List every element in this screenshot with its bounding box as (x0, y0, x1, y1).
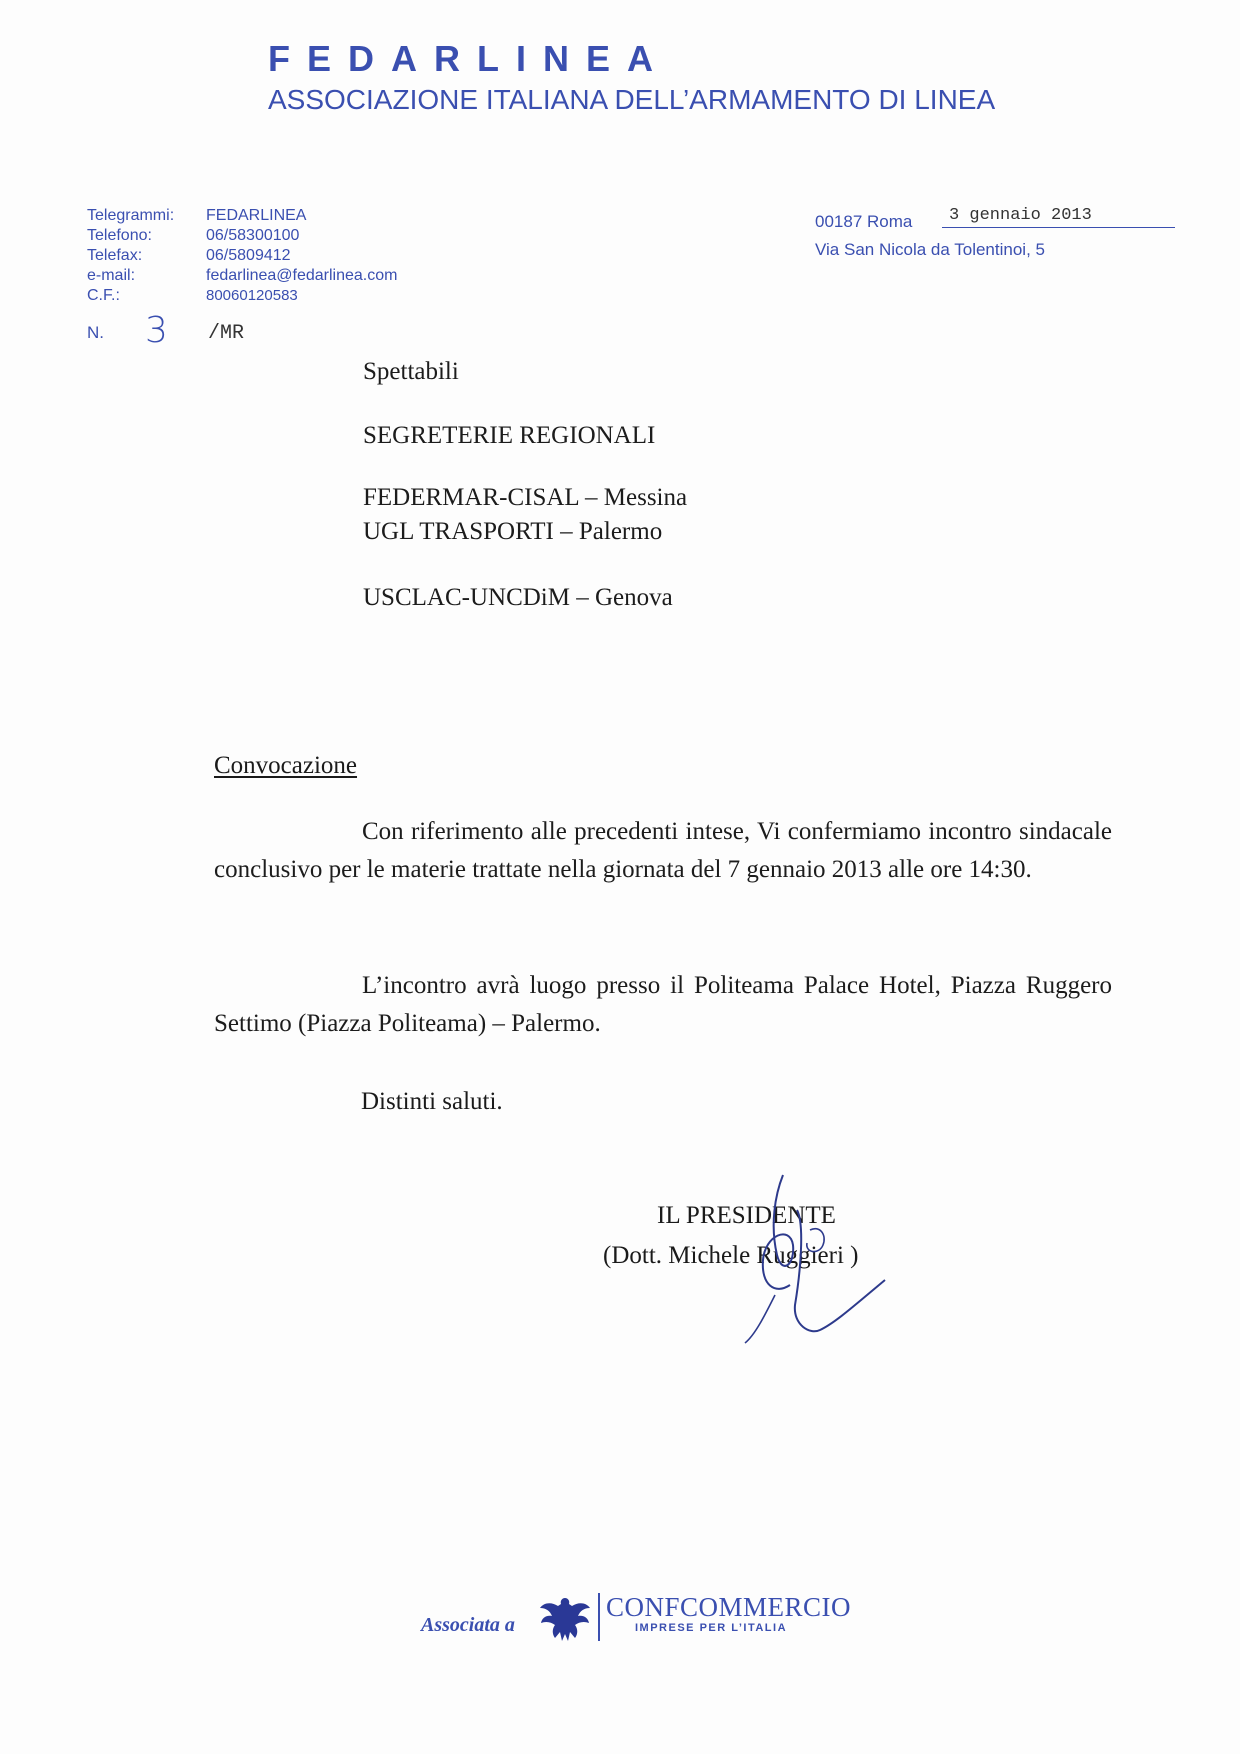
confcommercio-brand: CONFCOMMERCIO (606, 1592, 852, 1622)
contact-row-phone (87, 226, 397, 246)
date: 3 gennaio 2013 (949, 206, 1092, 225)
contact-row-email (87, 266, 397, 286)
recipient-group: SEGRETERIE REGIONALI (363, 422, 656, 449)
contact-value: FEDARLINEA (206, 207, 307, 224)
contact-label: e-mail: (87, 267, 136, 284)
signatory-name: (Dott. Michele Ruggieri ) (603, 1242, 859, 1269)
contact-value: 80060120583 (206, 287, 298, 304)
contact-value: fedarlinea@fedarlinea.com (206, 267, 398, 284)
contact-value: 06/5809412 (206, 247, 291, 264)
subject: Convocazione (214, 752, 358, 779)
recipient-greeting: Spettabili (363, 358, 459, 385)
place: 00187 Roma (815, 212, 913, 231)
protocol-suffix: /MR (208, 322, 245, 345)
recipient-line: USCLAC-UNCDiM – Genova (363, 584, 673, 611)
contact-label: Telefono: (87, 227, 152, 244)
date-underline (942, 227, 1175, 228)
body-paragraph (214, 967, 1112, 1043)
footer-divider (598, 1593, 600, 1641)
contact-label: Telegrammi: (87, 207, 175, 224)
body-paragraph-text: Con riferimento alle precedenti intese, Vi confermiamo incontro sindacale conclusivo per le materie trattate nella giornata del 7 gennaio 2013 alle ore 14:30. (214, 818, 1112, 883)
contact-value: 06/58300100 (206, 227, 300, 244)
recipient-line: FEDERMAR-CISAL – Messina (363, 484, 688, 511)
contact-label: C.F.: (87, 287, 120, 304)
organization-name: FEDARLINEA (268, 38, 670, 79)
signatory-title: IL PRESIDENTE (657, 1202, 836, 1229)
recipient-line: UGL TRASPORTI – Palermo (363, 518, 663, 545)
organization-subtitle: ASSOCIAZIONE ITALIANA DELL’ARMAMENTO DI LINEA (268, 84, 996, 115)
closing: Distinti saluti. (361, 1088, 503, 1115)
body-paragraph (214, 813, 1112, 889)
contact-block (87, 206, 397, 306)
handwritten-signature (735, 1165, 905, 1345)
address: Via San Nicola da Tolentinoi, 5 (815, 240, 1045, 259)
associated-label: Associata a (421, 1614, 515, 1636)
contact-label: Telefax: (87, 247, 143, 264)
confcommercio-tagline: IMPRESE PER L’ITALIA (635, 1622, 788, 1634)
body-paragraph-text: L’incontro avrà luogo presso il Politeama Palace Hotel, Piazza Ruggero Settimo (Piazza Politeama) – Palermo. (214, 972, 1112, 1037)
protocol-label: N. (87, 323, 104, 342)
contact-row-telegrams (87, 206, 397, 226)
contact-row-fax (87, 246, 397, 266)
contact-row-tax-code (87, 286, 397, 306)
protocol-number: 3 (145, 310, 168, 351)
eagle-icon (538, 1594, 592, 1644)
